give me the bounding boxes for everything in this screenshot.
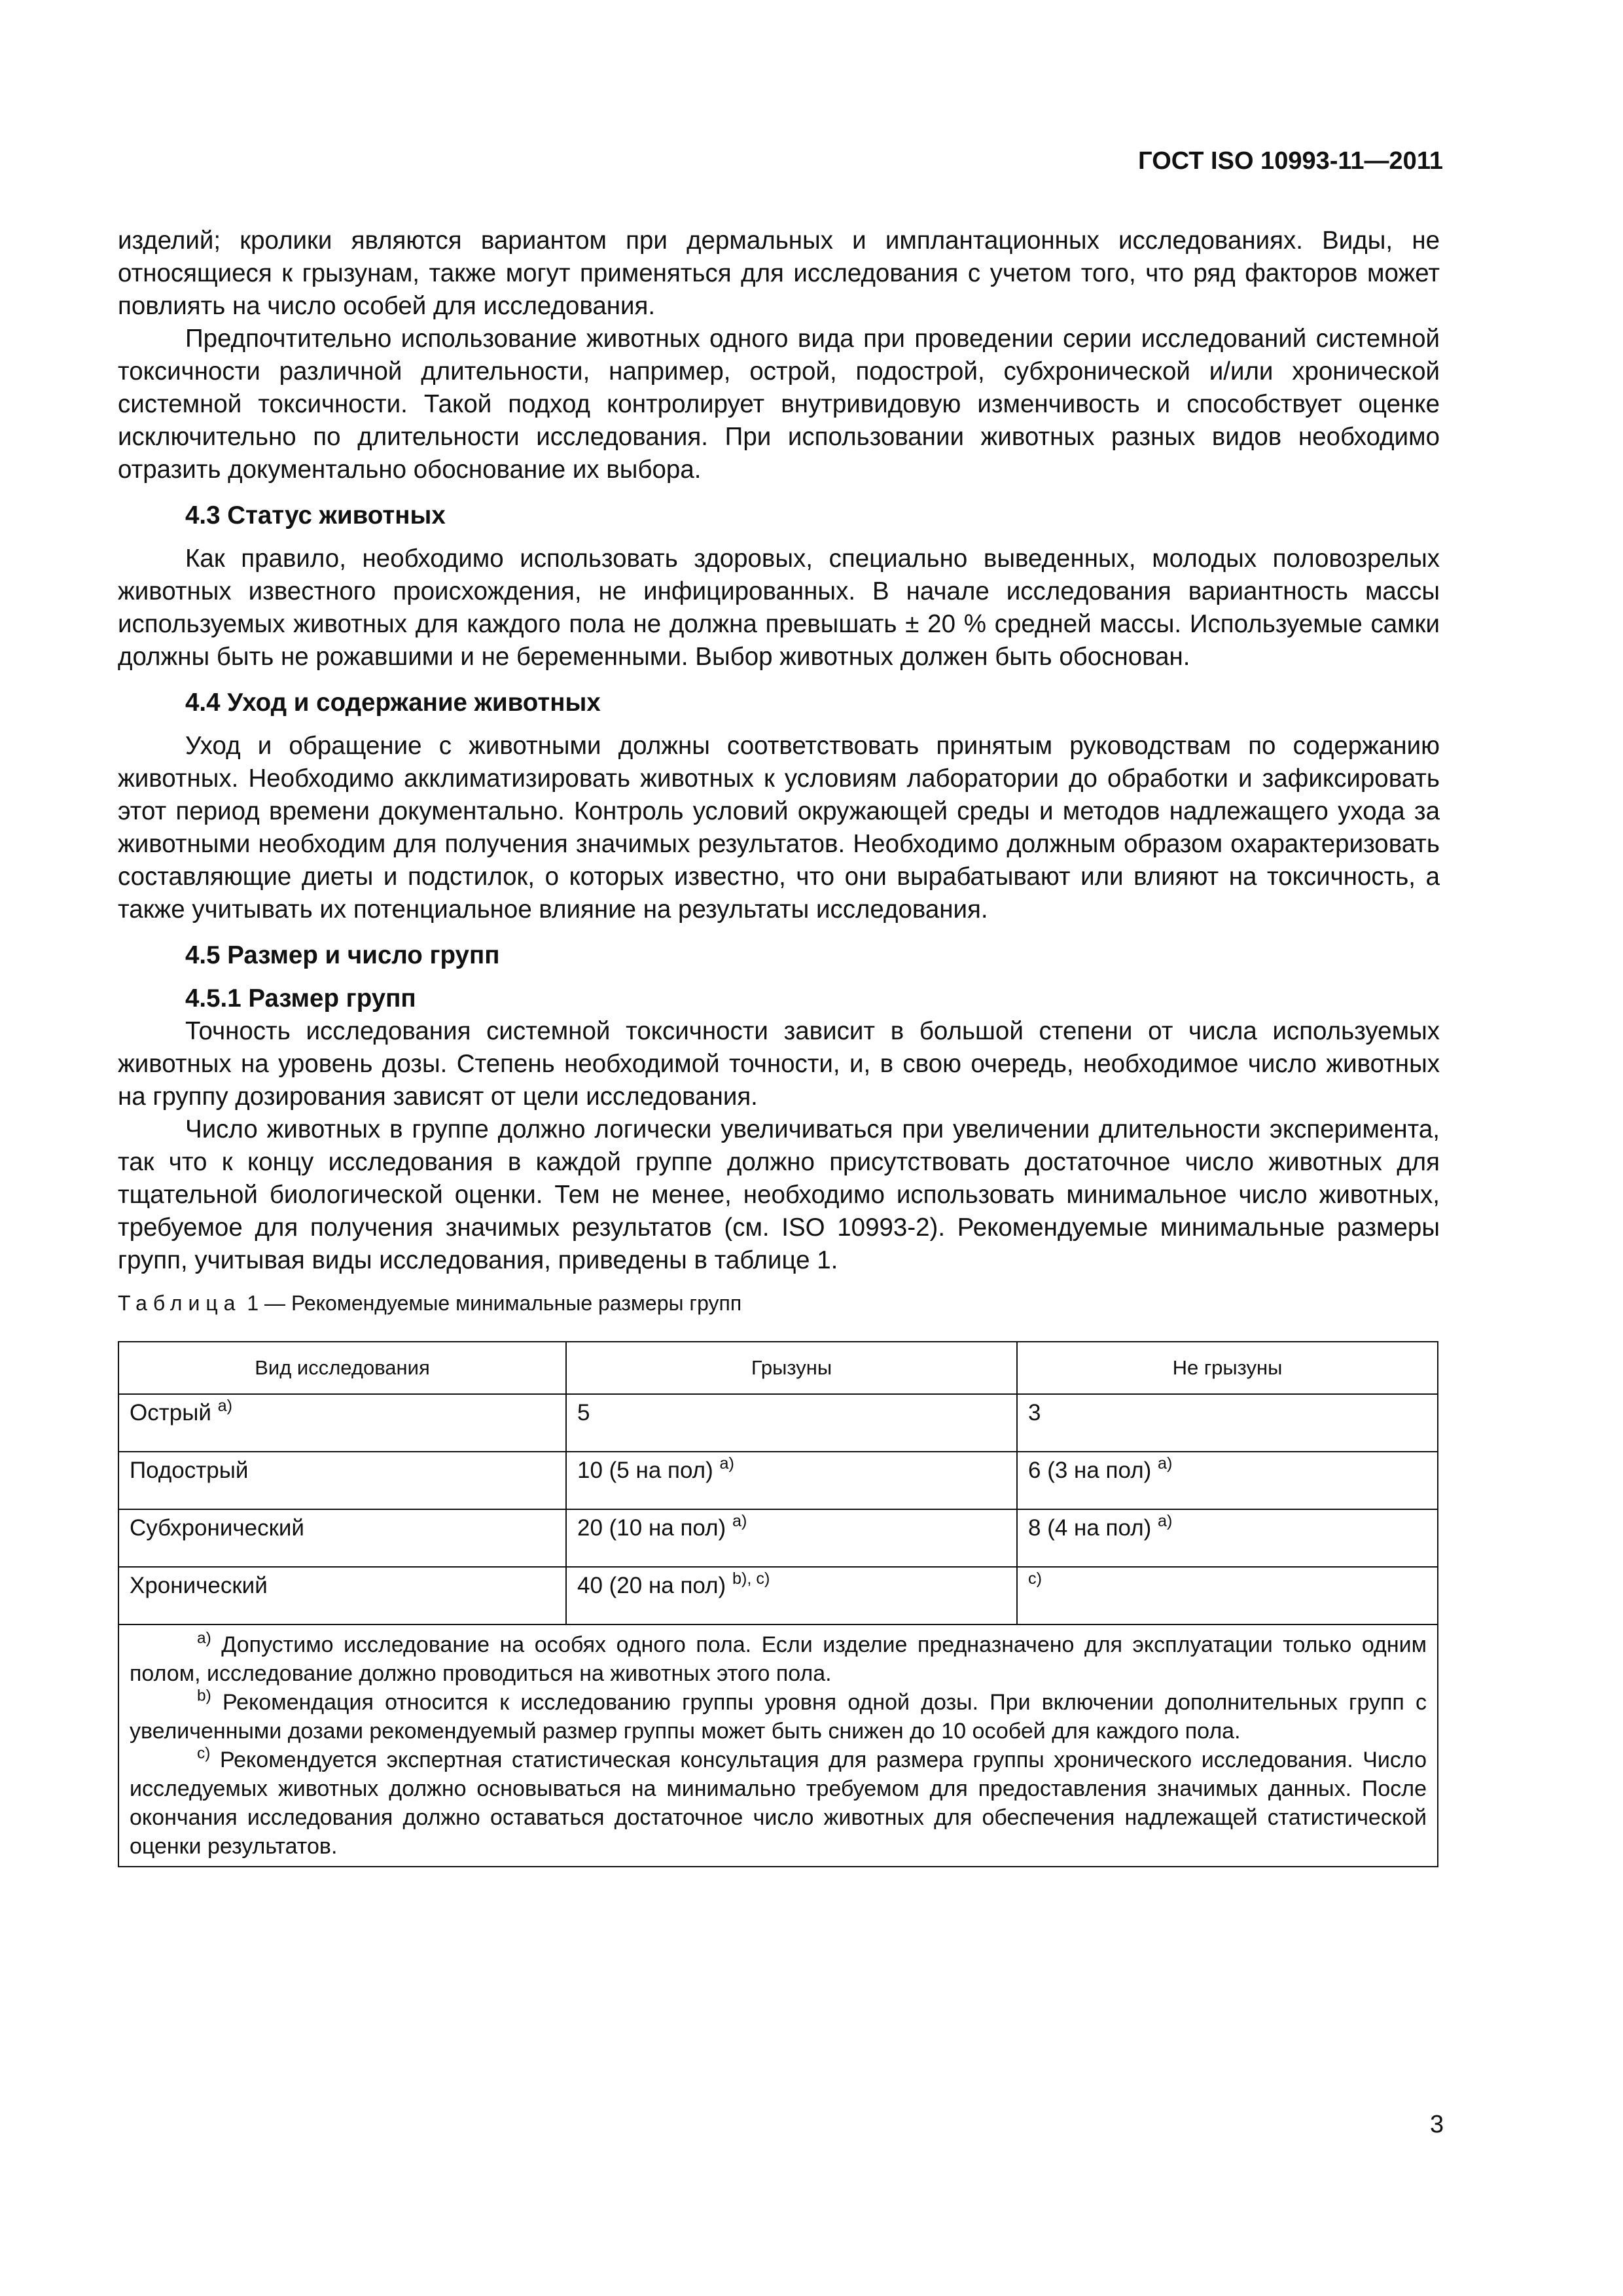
- cell-text: Подострый: [130, 1458, 249, 1483]
- table-footnote: [130, 1630, 1427, 1688]
- footnote-mark: а): [1158, 1454, 1173, 1473]
- table-row: [118, 1394, 1438, 1452]
- paragraph: Число животных в группе должно логически увеличиваться при увеличении длительности эксперимента, так что к концу исследования в каждой группе должно присутствовать достаточное число животных для тщательной биологической оценки. Тем не менее, необходимо использовать минимальное число животных, требуемое для получения значимых результатов (см. ISO 10993-2). Рекомендуемые минимальные размеры групп, учитывая виды исследования, приведены в таблице 1.: [118, 1115, 1440, 1274]
- table-cell: [566, 1509, 1017, 1567]
- footnote-mark: b), c): [732, 1570, 770, 1588]
- table-cell: [118, 1394, 566, 1452]
- table-cell: [1017, 1567, 1438, 1624]
- table-header-cell: Вид исследования: [118, 1342, 566, 1394]
- table-notes: [118, 1624, 1438, 1867]
- table-header-cell: Грызуны: [566, 1342, 1017, 1394]
- document-header: ГОСТ ISO 10993-11—2011: [1138, 147, 1443, 175]
- table-row: [118, 1567, 1438, 1624]
- table-row: [118, 1509, 1438, 1567]
- table-caption-text: 1 — Рекомендуемые минимальные размеры групп: [241, 1291, 742, 1315]
- table-cell: [118, 1452, 566, 1509]
- paragraph: Как правило, необходимо использовать здоровых, специально выведенных, молодых половозрелых животных известного происхождения, не инфицированных. В начале исследования вариантность массы используемых животных для каждого пола не должна превышать ± 20 % средней массы. Используемые самки должны быть не рожавшими и не беременными. Выбор животных должен быть обоснован.: [118, 545, 1440, 671]
- paragraph: Уход и обращение с животными должны соответствовать принятым руководствам по содержанию животных. Необходимо акклиматизировать животных к условиям лаборатории до обработки и зафиксировать этот период времени документально. Контроль условий окружающей среды и методов надлежащего ухода за животными необходим для получения значимых результатов. Необходимо должным образом охарактеризовать составляющие диеты и подстилок, о которых известно, что они вырабатывают или влияют на токсичность, а также учитывать их потенциальное влияние на результаты исследования.: [118, 732, 1440, 924]
- footnote-mark: а): [1158, 1512, 1173, 1531]
- footnote-text: Допустимо исследование на особях одного пола. Если изделие предназначено для эксплуатации только одним полом, исследование должно проводиться на животных этого пола.: [130, 1632, 1427, 1686]
- footnote-mark: а): [719, 1454, 734, 1473]
- section-heading: 4.3 Статус животных: [185, 501, 446, 529]
- table-caption: [118, 1290, 1440, 1316]
- table-header-row: [118, 1342, 1438, 1394]
- paragraph: Точность исследования системной токсичности зависит в большой степени от числа используемых животных на уровень дозы. Степень необходимой точности, и, в свою очередь, необходимое число животных на группу дозирования зависят от цели исследования.: [118, 1017, 1440, 1111]
- table-caption-label: Таблица: [118, 1291, 241, 1315]
- section-heading: 4.5 Размер и число групп: [185, 941, 500, 969]
- cell-text: 3: [1028, 1400, 1041, 1426]
- table-cell: [1017, 1394, 1438, 1452]
- cell-text: 8 (4 на пол): [1028, 1515, 1152, 1541]
- section-heading: 4.4 Уход и содержание животных: [185, 689, 601, 717]
- group-size-table: [118, 1341, 1438, 1867]
- footnote-mark: c): [197, 1744, 211, 1763]
- body-text: [118, 224, 1440, 1867]
- table-cell: [1017, 1509, 1438, 1567]
- table-footnote: [130, 1746, 1427, 1861]
- paragraph: Предпочтительно использование животных одного вида при проведении серии исследований системной токсичности различной длительности, например, острой, подострой, субхронической и/или хронической системной токсичности. Такой подход контролирует внутривидовую изменчивость и способствует оценке исключительно по длительности исследования. При использовании животных разных видов необходимо отразить документально обоснование их выбора.: [118, 325, 1440, 484]
- table-footnote: [130, 1688, 1427, 1746]
- footnote-mark: c): [1028, 1570, 1042, 1588]
- footnote-mark: b): [197, 1687, 211, 1705]
- footnote-mark: а): [197, 1629, 211, 1647]
- cell-text: 6 (3 на пол): [1028, 1458, 1152, 1483]
- subsection-heading: 4.5.1 Размер групп: [185, 984, 416, 1013]
- cell-text: Хронический: [130, 1573, 268, 1598]
- footnote-text: Рекомендация относится к исследованию группы уровня одной дозы. При включении дополнительных групп с увеличенными дозами рекомендуемый размер группы может быть снижен до 10 особей для каждого пола.: [130, 1690, 1427, 1744]
- cell-text: Острый: [130, 1400, 211, 1426]
- table-header-cell: Не грызуны: [1017, 1342, 1438, 1394]
- cell-text: 5: [577, 1400, 590, 1426]
- table-cell: [118, 1567, 566, 1624]
- page-number: 3: [1430, 2111, 1444, 2138]
- table-cell: [566, 1394, 1017, 1452]
- cell-text: 20 (10 на пол): [577, 1515, 726, 1541]
- paragraph: изделий; кролики являются вариантом при дермальных и имплантационных исследованиях. Виды, не относящиеся к грызунам, также могут применяться для исследования с учетом того, что ряд факторов может повлиять на число особей для исследования.: [118, 226, 1440, 320]
- cell-text: 10 (5 на пол): [577, 1458, 713, 1483]
- footnote-mark: а): [217, 1397, 233, 1416]
- cell-text: 40 (20 на пол): [577, 1573, 726, 1598]
- footnote-mark: а): [732, 1512, 747, 1531]
- footnote-text: Рекомендуется экспертная статистическая консультация для размера группы хронического исследования. Число исследуемых животных должно основываться на минимально требуемом для предоставления значимых данных. После окончания исследования должно оставаться достаточное число животных для обеспечения надлежащей статистической оценки результатов.: [130, 1748, 1427, 1859]
- table-cell: [118, 1509, 566, 1567]
- table-cell: [566, 1452, 1017, 1509]
- table-row: [118, 1452, 1438, 1509]
- table-cell: [1017, 1452, 1438, 1509]
- cell-text: Субхронический: [130, 1515, 304, 1541]
- table-cell: [566, 1567, 1017, 1624]
- table-notes-row: [118, 1624, 1438, 1867]
